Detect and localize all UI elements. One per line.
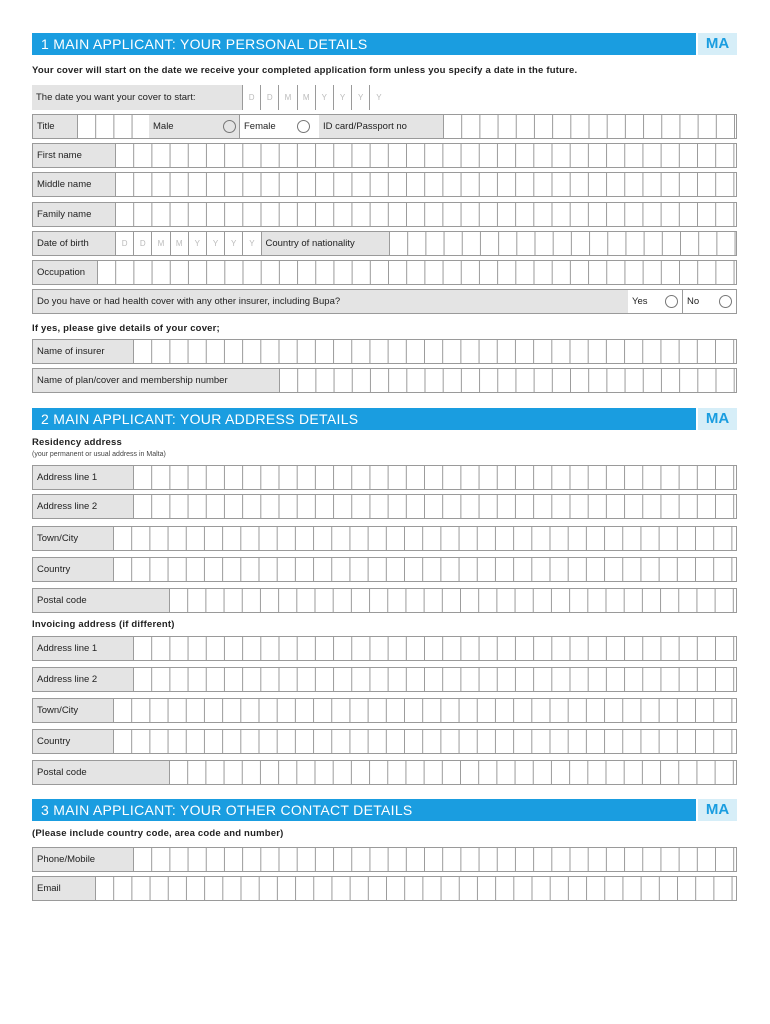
health-yes-label: Yes [632,296,648,307]
middle-name-row [32,172,737,197]
res-address2-input[interactable] [133,495,736,518]
first-name-label: First name [33,144,115,167]
inv-address2-input[interactable] [133,668,736,691]
inv-town-label: Town/City [33,699,113,722]
family-name-label: Family name [33,203,115,226]
dob-nationality-row [32,231,737,256]
cover-start-date-label: The date you want your cover to start: [32,85,242,110]
section-2-title: 2 MAIN APPLICANT: YOUR ADDRESS DETAILS [41,411,359,427]
invoicing-heading: Invoicing address (if different) [32,619,175,630]
dob-placeholder: Y [242,232,260,255]
inv-address1-input[interactable] [133,637,736,660]
email-row [32,876,737,901]
health-cover-question: Do you have or had health cover with any other insurer, including Bupa? [33,290,628,313]
date-placeholder: Y [351,85,369,110]
occupation-row [32,260,737,285]
male-option[interactable] [149,115,239,138]
res-country-input[interactable] [113,558,736,581]
section-1-header [32,33,737,55]
nationality-label: Country of nationality [261,232,389,255]
health-no-radio[interactable] [719,295,732,308]
health-yes-radio[interactable] [665,295,678,308]
dob-placeholder: Y [188,232,206,255]
health-no-option[interactable] [682,290,736,313]
health-cover-row [32,289,737,314]
res-postal-label: Postal code [33,589,169,612]
res-country-label: Country [33,558,113,581]
res-postal-input[interactable] [169,589,736,612]
res-town-row [32,526,737,551]
dob-placeholder: D [133,232,151,255]
first-name-row [32,143,737,168]
middle-name-input[interactable] [115,173,736,196]
date-placeholder: Y [369,85,387,110]
section-3-tag: MA [698,799,737,821]
phone-input[interactable] [133,848,736,871]
health-no-label: No [687,296,700,307]
section-1-tag: MA [698,33,737,55]
inv-address2-label: Address line 2 [33,668,133,691]
section-3-header [32,799,737,821]
nationality-input[interactable] [389,232,737,255]
residency-note: (your permanent or usual address in Malta) [32,451,166,458]
dob-placeholder: M [170,232,188,255]
res-address2-row [32,494,737,519]
res-town-label: Town/City [33,527,113,550]
plan-input[interactable] [279,369,736,392]
inv-address2-row [32,667,737,692]
res-address1-input[interactable] [133,466,736,489]
inv-country-input[interactable] [113,730,736,753]
id-passport-label: ID card/Passport no [319,115,443,138]
inv-address1-label: Address line 1 [33,637,133,660]
res-address2-label: Address line 2 [33,495,133,518]
date-placeholder: Y [315,85,333,110]
female-label: Female [244,121,276,132]
email-input[interactable] [95,877,736,900]
residency-heading: Residency address [32,437,122,448]
contact-note: (Please include country code, area code and number) [32,828,284,839]
res-town-input[interactable] [113,527,736,550]
date-placeholder: D [260,85,278,110]
dob-placeholder: D [115,232,133,255]
inv-postal-input[interactable] [169,761,736,784]
res-address1-row [32,465,737,490]
inv-country-row [32,729,737,754]
date-placeholder: D [242,85,260,110]
title-gender-id-row [32,114,737,139]
family-name-input[interactable] [115,203,736,226]
plan-row [32,368,737,393]
insurer-label: Name of insurer [33,340,133,363]
occupation-label: Occupation [33,261,97,284]
section-3-title: 3 MAIN APPLICANT: YOUR OTHER CONTACT DETAILS [41,802,413,818]
res-postal-row [32,588,737,613]
middle-name-label: Middle name [33,173,115,196]
family-name-row [32,202,737,227]
inv-postal-row [32,760,737,785]
inv-address1-row [32,636,737,661]
male-label: Male [153,121,174,132]
female-option[interactable] [239,115,313,138]
insurer-row [32,339,737,364]
email-label: Email [33,877,95,900]
date-placeholder: M [278,85,296,110]
inv-town-row [32,698,737,723]
title-input[interactable] [77,115,149,138]
phone-row [32,847,737,872]
dob-placeholder: M [151,232,169,255]
first-name-input[interactable] [115,144,736,167]
title-label: Title [33,115,77,138]
section-2-tag: MA [698,408,737,430]
dob-label: Date of birth [33,232,115,255]
female-radio[interactable] [297,120,310,133]
dob-placeholder: Y [224,232,242,255]
inv-postal-label: Postal code [33,761,169,784]
cover-start-date-row [32,85,389,110]
health-yes-option[interactable] [628,290,682,313]
insurer-input[interactable] [133,340,736,363]
male-radio[interactable] [223,120,236,133]
dob-input[interactable] [115,232,261,255]
section-2-header [32,408,737,430]
cover-start-date-input[interactable] [242,85,388,110]
inv-country-label: Country [33,730,113,753]
inv-town-input[interactable] [113,699,736,722]
date-placeholder: Y [333,85,351,110]
plan-label: Name of plan/cover and membership number [33,369,279,392]
res-country-row [32,557,737,582]
phone-label: Phone/Mobile [33,848,133,871]
occupation-input[interactable] [97,261,736,284]
date-placeholder: M [297,85,315,110]
section-1-title: 1 MAIN APPLICANT: YOUR PERSONAL DETAILS [41,36,368,52]
cover-intro-text: Your cover will start on the date we receive your completed application form unless you specify a date in the future. [32,65,578,76]
if-yes-text: If yes, please give details of your cover; [32,323,220,334]
res-address1-label: Address line 1 [33,466,133,489]
dob-placeholder: Y [206,232,224,255]
id-passport-input[interactable] [443,115,736,138]
